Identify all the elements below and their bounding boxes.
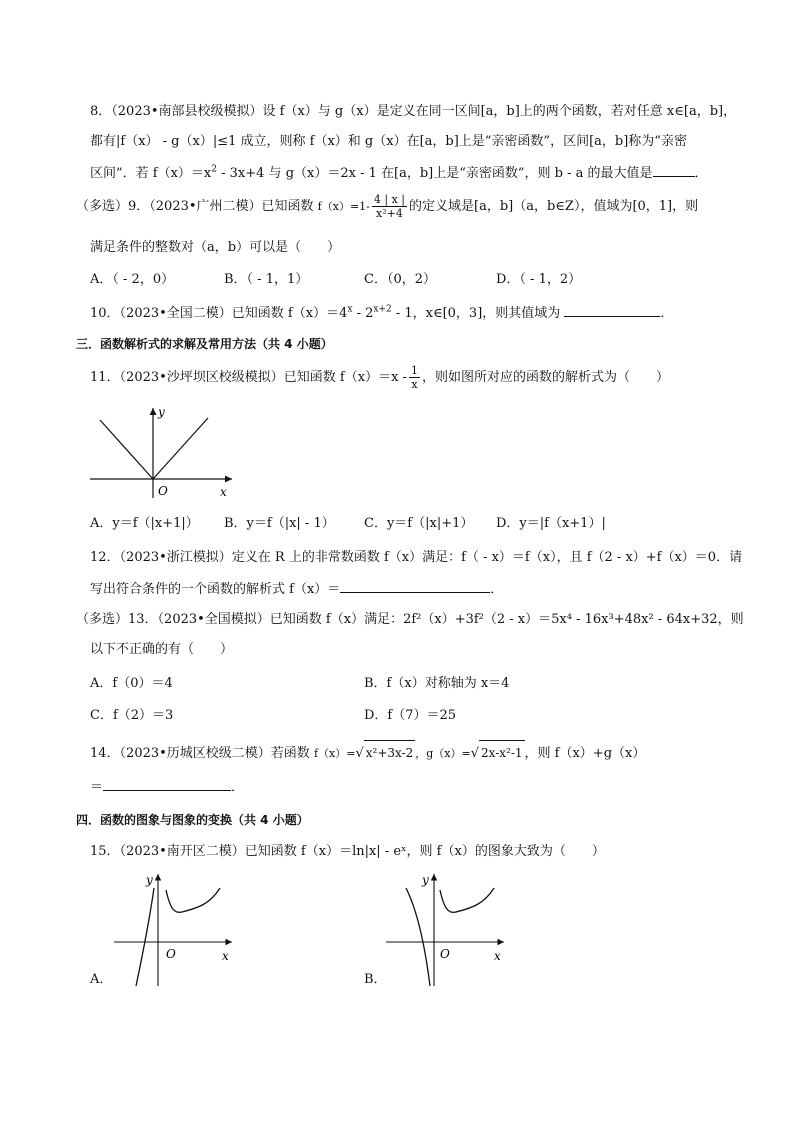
q8-line3-text-b: - 3x+4 与 g（x）＝2x - 1 在[a，b]上是“亲密函数”，则 b - a 的最大值是 [217,166,653,181]
q9-line2: 满足条件的整数对（a，b）可以是（ ） [90,240,341,255]
y-label: y [158,405,165,419]
q11-line [90,362,730,394]
y-label: y [422,873,429,887]
q9-option-b[interactable]: B．（ - 1，1） [224,272,309,287]
x-label: x [220,485,227,499]
q8-line3-end: ． [694,166,708,181]
q14-f-radicand: x²+3x-2 [364,740,416,765]
q14-f-lhs: f（x）= [313,747,356,760]
q8-line3-text-a: 区间”．若 f（x）＝x [90,166,212,181]
q9-prefix: （多选）9．（2023•广州二模）已知函数 [76,199,314,214]
q10-end: ． [660,306,674,321]
left-branch [100,420,153,479]
q15-option-b[interactable]: B． [364,972,387,987]
q11-suffix: ，则如图所对应的函数的解析式为（ ） [421,370,669,385]
origin-label: O [166,947,176,961]
right-branch [166,888,220,912]
q10-text-a: 10．（2023•全国二模）已知函数 f（x）＝4 [90,306,348,321]
x-label: x [222,949,229,963]
q8-line2: 都有|f（x） - g（x）|≤1 成立，则称 f（x）和 g（x）在[a，b]上是“亲密函数”，区间[a，b]称为“亲密 [90,134,687,149]
q14-line2-end: ． [231,780,245,795]
q11-option-c[interactable]: C．y＝f（|x|+1） [364,516,474,531]
right-branch [153,418,208,479]
origin-label: O [158,484,168,498]
q10-text-b: - 2 [352,306,374,321]
q15-graph-a [110,868,240,988]
q11-prefix: 11．（2023•沙坪坝区校级模拟）已知函数 f（x）＝x - [90,370,407,385]
q10-sup2: x+2 [373,304,392,315]
q11-option-b[interactable]: B．y＝f（|x| - 1） [224,516,335,531]
q11-frac-den: x [411,378,418,391]
origin-label: O [440,947,450,961]
left-branch [406,888,430,986]
q14-line1 [90,740,730,764]
q10-sup1: x [347,304,353,315]
section-4-heading: 四．函数的图象与图象的变换（共 4 小题） [76,813,309,827]
q11-option-d[interactable]: D．y＝|f（x+1）| [496,516,606,531]
q15-line1: 15．（2023•南开区二模）已知函数 f（x）＝ln|x| - eˣ，则 f（x）的图象大致为（ ） [90,844,605,859]
q13-line1: （多选）13．（2023•全国模拟）已知函数 f（x）满足：2f²（x）+3f²（2 - x）＝5x⁴ - 16x³+48x² - 64x+32，则 [76,612,744,627]
q13-option-c[interactable]: C．f（2）＝3 [90,708,174,723]
q9-suffix: 的定义域是[a，b]（a，b∈Z），值域为[0，1]，则 [409,199,699,214]
section-3-heading: 三．函数解析式的求解及常用方法（共 4 小题） [76,337,333,351]
q8-sup: 2 [211,164,217,175]
q15-option-a[interactable]: A． [90,972,113,987]
x-label: x [494,949,501,963]
q12-line2 [90,580,730,598]
q9-line1 [76,190,716,224]
q14-prefix: 14．（2023•历城区校级二模）若函数 [90,746,310,761]
q10-line [90,304,730,322]
q12-answer-blank[interactable] [340,580,490,593]
q13-option-b[interactable]: B．f（x）对称轴为 x＝4 [364,676,510,691]
q14-line2 [90,778,730,796]
q9-func-lhs: f（x）=1- [317,200,370,213]
q14-line2-text: ＝ [90,780,104,795]
q12-line2-text: 写出符合条件的一个函数的解析式 f（x）＝ [90,582,341,597]
q8-answer-blank[interactable] [653,164,695,177]
y-label: y [146,873,153,887]
right-branch [440,888,494,912]
q11-frac-num: 1 [410,364,418,377]
q13-option-d[interactable]: D．f（7）＝25 [364,708,457,723]
q8-line1: 8．（2023•南部县校级模拟）设 f（x）与 g（x）是定义在同一区间[a，b]上的两个函数，若对任意 x∈[a，b]， [90,104,737,119]
q9-frac-num: 4 | x | [373,193,405,206]
q14-f-radical-sign: √ [355,746,364,761]
q9-frac-den: x²+4 [376,207,403,220]
q11-graph [90,402,240,502]
q9-option-c[interactable]: C．（0，2） [364,272,436,287]
q9-option-a[interactable]: A．（ - 2，0） [90,272,175,287]
q10-text-c: - 1，x∈[0，3]，则其值域为 [391,306,565,321]
left-branch [136,888,154,986]
q8-line3 [90,164,730,182]
q14-g-radicand: 2x-x²-1 [479,740,525,765]
q9-fraction [372,193,407,220]
q13-line2: 以下不正确的有（ ） [90,642,234,657]
q15-graph-b [382,868,512,988]
q11-option-a[interactable]: A．y＝f（|x+1|） [90,516,199,531]
q14-answer-blank[interactable] [103,778,231,791]
q14-suffix: ，则 f（x）+g（x） [524,746,646,761]
q10-answer-blank[interactable] [564,304,660,317]
q14-g-radical-sign: √ [470,746,480,761]
q9-option-d[interactable]: D．（ - 1，2） [496,272,582,287]
q12-line1: 12．（2023•浙江模拟）定义在 R 上的非常数函数 f（x）满足：f（ - x）＝f（x），且 f（2 - x）+f（x）＝0．请 [90,550,743,565]
q11-fraction [409,364,420,391]
q13-option-a[interactable]: A．f（0）＝4 [90,676,173,691]
q12-line2-end: ． [490,582,504,597]
q14-g-lhs: ，g（x）= [415,747,471,760]
